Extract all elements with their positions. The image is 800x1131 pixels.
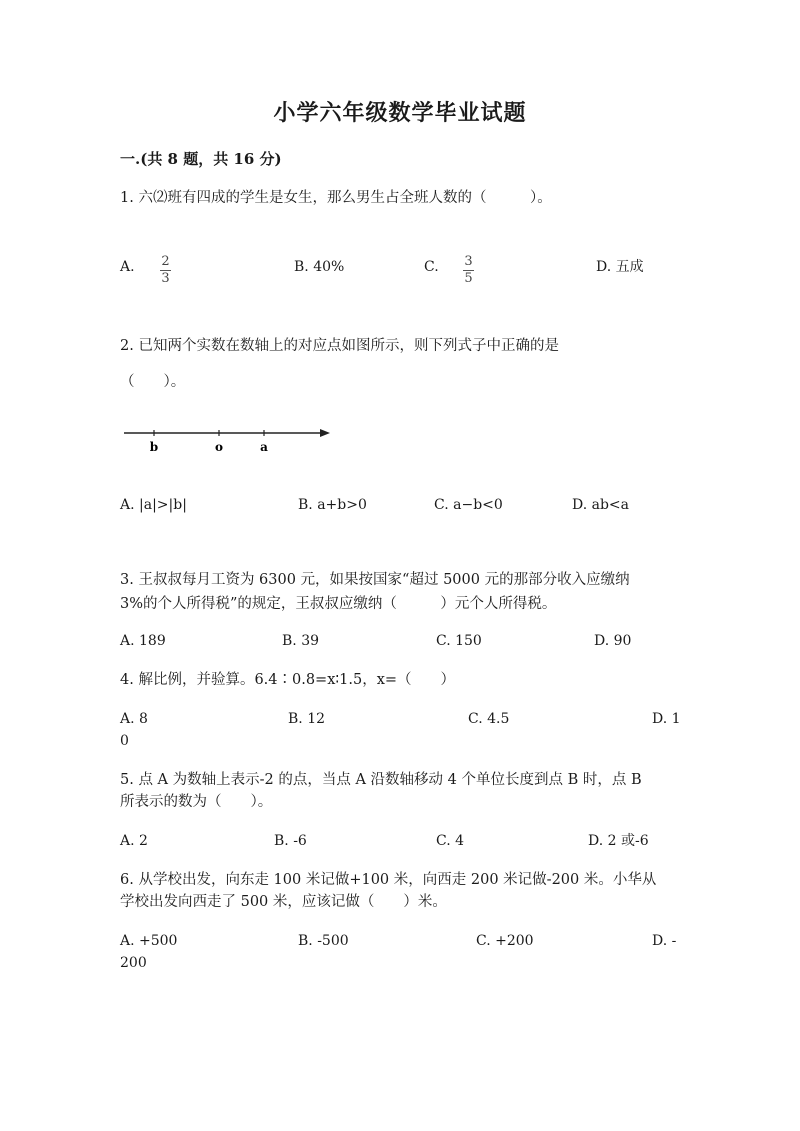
- question-4-text: 4. 解比例，并验算。6.4∶0.8=x∶1.5，x=（ ）: [120, 672, 456, 688]
- tick-label-o: o: [214, 440, 224, 454]
- q4-option-b: B. 12: [288, 711, 326, 727]
- page-title: 小学六年级数学毕业试题: [273, 100, 527, 126]
- question-5-text-line-2: 所表示的数为（ ）。: [120, 794, 273, 810]
- fraction-denominator: 5: [464, 271, 473, 286]
- number-line-figure: [122, 424, 334, 464]
- q2-option-a: A. |a|>|b|: [120, 497, 187, 513]
- question-3-text-line-1: 3. 王叔叔每月工资为 6300 元，如果按国家“超过 5000 元的那部分收入应缴纳: [120, 572, 630, 588]
- fraction-numerator: 3: [464, 254, 473, 269]
- q1-option-c: [424, 256, 439, 278]
- q2-option-b: B. a+b>0: [298, 497, 367, 513]
- fraction-numerator: 2: [161, 254, 170, 269]
- question-1-text: 1. 六⑵班有四成的学生是女生，那么男生占全班人数的（ ）。: [120, 190, 552, 206]
- q4-option-a: A. 8: [120, 711, 148, 727]
- section-header: 一.(共 8 题，共 16 分): [120, 150, 282, 168]
- question-2-text-line-1: 2. 已知两个实数在数轴上的对应点如图所示，则下列式子中正确的是: [120, 338, 559, 354]
- question-3-text-line-2: 3%的个人所得税”的规定，王叔叔应缴纳（ ）元个人所得税。: [120, 596, 557, 612]
- q5-option-c: C. 4: [436, 833, 465, 849]
- q6-option-a: A. +500: [120, 933, 178, 949]
- q6-option-b: B. -500: [298, 933, 349, 949]
- q1-option-a-fraction: [160, 250, 171, 286]
- tick-label-b: b: [149, 440, 159, 454]
- question-6-text-line-1: 6. 从学校出发，向东走 100 米记做+100 米，向西走 200 米记做-200 米。小华从: [120, 872, 657, 888]
- option-label: C.: [424, 259, 439, 275]
- question-6-text-line-2: 学校出发向西走了 500 米，应该记做（ ）米。: [120, 894, 447, 910]
- q6-option-d: D. -: [652, 933, 677, 949]
- q5-option-a: A. 2: [120, 833, 148, 849]
- question-2-text-line-2: （ ）。: [120, 374, 186, 390]
- question-5-text-line-1: 5. 点 A 为数轴上表示-2 的点，当点 A 沿数轴移动 4 个单位长度到点 B 时，点 B: [120, 772, 642, 788]
- q1-option-a: [120, 256, 135, 278]
- q5-option-b: B. -6: [274, 833, 307, 849]
- q4-option-d-wrap: 0: [120, 733, 129, 749]
- tick-label-a: a: [260, 440, 268, 454]
- q6-option-d-wrap: 200: [120, 955, 147, 971]
- option-label: A.: [120, 259, 135, 275]
- q2-option-c: C. a−b<0: [434, 497, 503, 513]
- q1-option-b: B. 40%: [294, 259, 345, 275]
- q3-option-b: B. 39: [282, 633, 320, 649]
- q1-option-c-fraction: [463, 250, 474, 286]
- q4-option-d: D. 1: [652, 711, 681, 727]
- q5-option-d: D. 2 或-6: [588, 833, 649, 849]
- number-line-arrow: [320, 429, 330, 437]
- q2-option-d: D. ab<a: [572, 497, 630, 513]
- q3-option-d: D. 90: [594, 633, 632, 649]
- q6-option-c: C. +200: [476, 933, 534, 949]
- q4-option-c: C. 4.5: [468, 711, 510, 727]
- q3-option-c: C. 150: [436, 633, 482, 649]
- fraction-denominator: 3: [161, 271, 170, 286]
- q1-option-d: D. 五成: [596, 259, 644, 275]
- q3-option-a: A. 189: [120, 633, 166, 649]
